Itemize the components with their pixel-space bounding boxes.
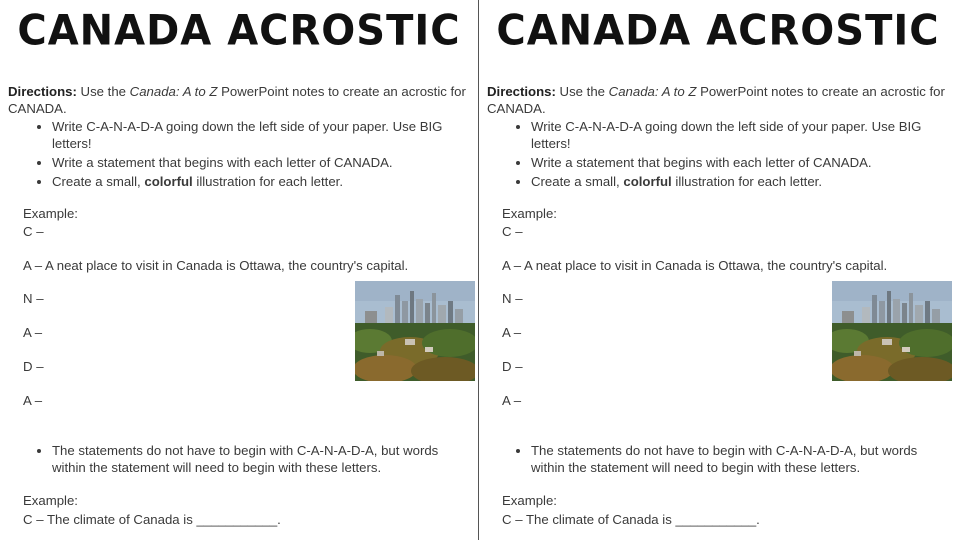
note-item: • The statements do not have to begin with C-A-N-A-D-A, but words within the statement will need to begin with these letters. xyxy=(531,442,951,476)
note-list xyxy=(30,442,472,476)
acrostic-row: A – xyxy=(23,325,43,340)
directions-italic: Canada: A to Z xyxy=(129,84,218,99)
acrostic-row: D – xyxy=(502,359,523,374)
acrostic-row: A – A neat place to visit in Canada is Ottawa, the country's capital. xyxy=(502,258,888,273)
acrostic-row: N – xyxy=(502,291,523,306)
instruction-item: • Write a statement that begins with each letter of CANADA. xyxy=(531,154,951,171)
directions-text-1: Use the xyxy=(555,84,609,99)
acrostic-row: A – xyxy=(23,393,43,408)
directions-text-2: PowerPoint notes to create an acrostic for CANADA. xyxy=(8,84,466,116)
acrostic-row: C – xyxy=(23,224,44,239)
city-skyline-photo xyxy=(832,281,952,381)
instruction-text: Create a small, xyxy=(52,174,145,189)
instructions-list xyxy=(509,118,951,192)
directions-text-2: PowerPoint notes to create an acrostic for CANADA. xyxy=(487,84,945,116)
instructions-list xyxy=(30,118,472,192)
directions-text-1: Use the xyxy=(76,84,130,99)
directions-label: Directions: xyxy=(8,84,77,99)
acrostic-row: A – xyxy=(502,393,522,408)
instruction-item: • Write C-A-N-A-D-A going down the left side of your paper. Use BIG letters! xyxy=(52,118,472,152)
example-line: C – The climate of Canada is ___________. xyxy=(23,512,281,527)
worksheet-panel-right xyxy=(479,0,957,540)
instruction-bold: colorful xyxy=(623,174,672,189)
directions-label: Directions: xyxy=(487,84,556,99)
directions xyxy=(487,83,949,117)
acrostic-row: C – xyxy=(502,224,523,239)
acrostic-row: A – A neat place to visit in Canada is Ottawa, the country's capital. xyxy=(23,258,409,273)
example-line: C – The climate of Canada is ___________. xyxy=(502,512,760,527)
example-label: Example: xyxy=(23,493,78,508)
worksheet-title: CANADA ACROSTIC xyxy=(17,6,461,56)
acrostic-row: D – xyxy=(23,359,44,374)
acrostic-row: N – xyxy=(23,291,44,306)
note-item: • The statements do not have to begin with C-A-N-A-D-A, but words within the statement will need to begin with these letters. xyxy=(52,442,472,476)
instruction-text: illustration for each letter. xyxy=(192,174,343,189)
instruction-item xyxy=(52,173,472,190)
instruction-item xyxy=(531,173,951,190)
example-label: Example: xyxy=(502,206,557,221)
example-label: Example: xyxy=(502,493,557,508)
note-list xyxy=(509,442,951,476)
instruction-item: • Write a statement that begins with each letter of CANADA. xyxy=(52,154,472,171)
acrostic-row: A – xyxy=(502,325,522,340)
directions-italic: Canada: A to Z xyxy=(608,84,697,99)
worksheet-panel-left xyxy=(0,0,479,540)
example-label: Example: xyxy=(23,206,78,221)
city-skyline-photo xyxy=(355,281,475,381)
instruction-text: Create a small, xyxy=(531,174,624,189)
instruction-item: • Write C-A-N-A-D-A going down the left side of your paper. Use BIG letters! xyxy=(531,118,951,152)
instruction-bold: colorful xyxy=(144,174,193,189)
directions xyxy=(8,83,470,117)
instruction-text: illustration for each letter. xyxy=(671,174,822,189)
worksheet-title: CANADA ACROSTIC xyxy=(496,6,940,56)
